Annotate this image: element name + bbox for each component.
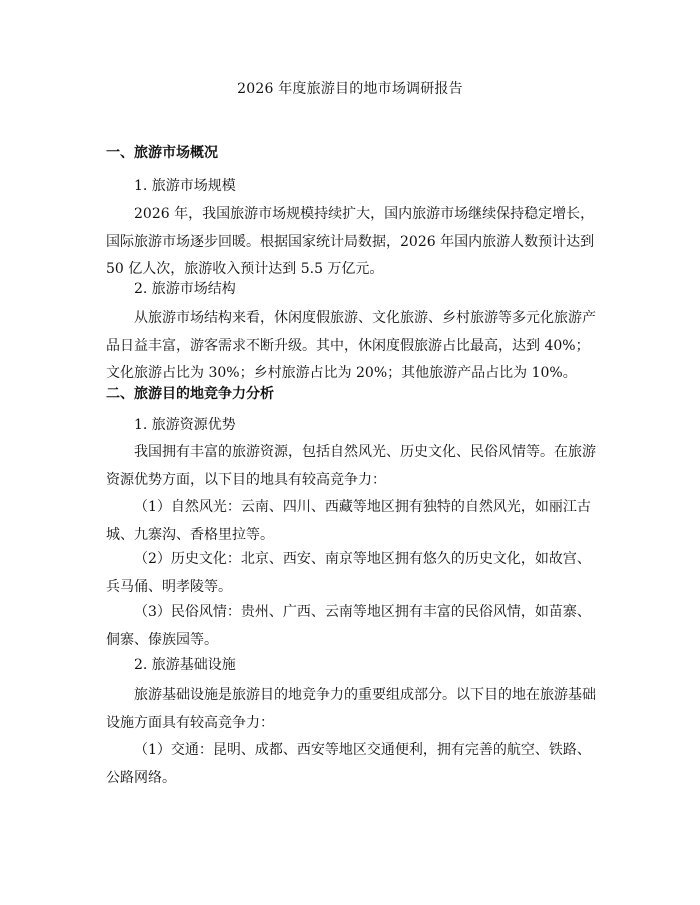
paragraph-market-structure: 从旅游市场结构来看，休闲度假旅游、文化旅游、乡村旅游等多元化旅游产品日益丰富，游客需求不断升级。其中，休闲度假旅游占比最高，达到 40%；文化旅游占比为 30%；乡村旅游占比为 20%；其他旅游产品占比为 10%。: [106, 310, 596, 381]
paragraph-transportation: （1）交通：昆明、成都、西安等地区交通便利，拥有完善的航空、铁路、公路网络。: [106, 742, 591, 786]
section-heading-competitiveness: 二、旅游目的地竞争力分析: [106, 386, 274, 402]
paragraph-history-culture: （2）历史文化：北京、西安、南京等地区拥有悠久的历史文化，如故宫、兵马俑、明孝陵等。: [106, 551, 591, 595]
subsection-heading-infrastructure: 2. 旅游基础设施: [134, 657, 236, 673]
paragraph-folk-customs: （3）民俗风情：贵州、广西、云南等地区拥有丰富的民俗风情，如苗寨、侗寨、傣族园等。: [106, 604, 591, 648]
paragraph-resource-intro: 我国拥有丰富的旅游资源，包括自然风光、历史文化、民俗风情等。在旅游资源优势方面，以下目的地具有较高竞争力：: [106, 444, 596, 488]
paragraph-infrastructure-intro: 旅游基础设施是旅游目的地竞争力的重要组成部分。以下目的地在旅游基础设施方面具有较高竞争力：: [106, 687, 596, 731]
paragraph-market-scale: 2026 年，我国旅游市场规模持续扩大，国内旅游市场继续保持稳定增长，国际旅游市场逐步回暖。根据国家统计局数据，2026 年国内旅游人数预计达到 50 亿人次，旅游收入预计达到 5.5 万亿元。: [106, 206, 595, 277]
subsection-heading-market-scale: 1. 旅游市场规模: [134, 178, 236, 194]
section-heading-market-overview: 一、旅游市场概况: [106, 145, 218, 161]
document-title: 2026 年度旅游目的地市场调研报告: [237, 81, 463, 97]
paragraph-natural-scenery: （1）自然风光：云南、四川、西藏等地区拥有独特的自然风光，如丽江古城、九寨沟、香格里拉等。: [106, 499, 591, 543]
subsection-heading-market-structure: 2. 旅游市场结构: [134, 281, 236, 297]
subsection-heading-resource-advantage: 1. 旅游资源优势: [134, 417, 236, 433]
